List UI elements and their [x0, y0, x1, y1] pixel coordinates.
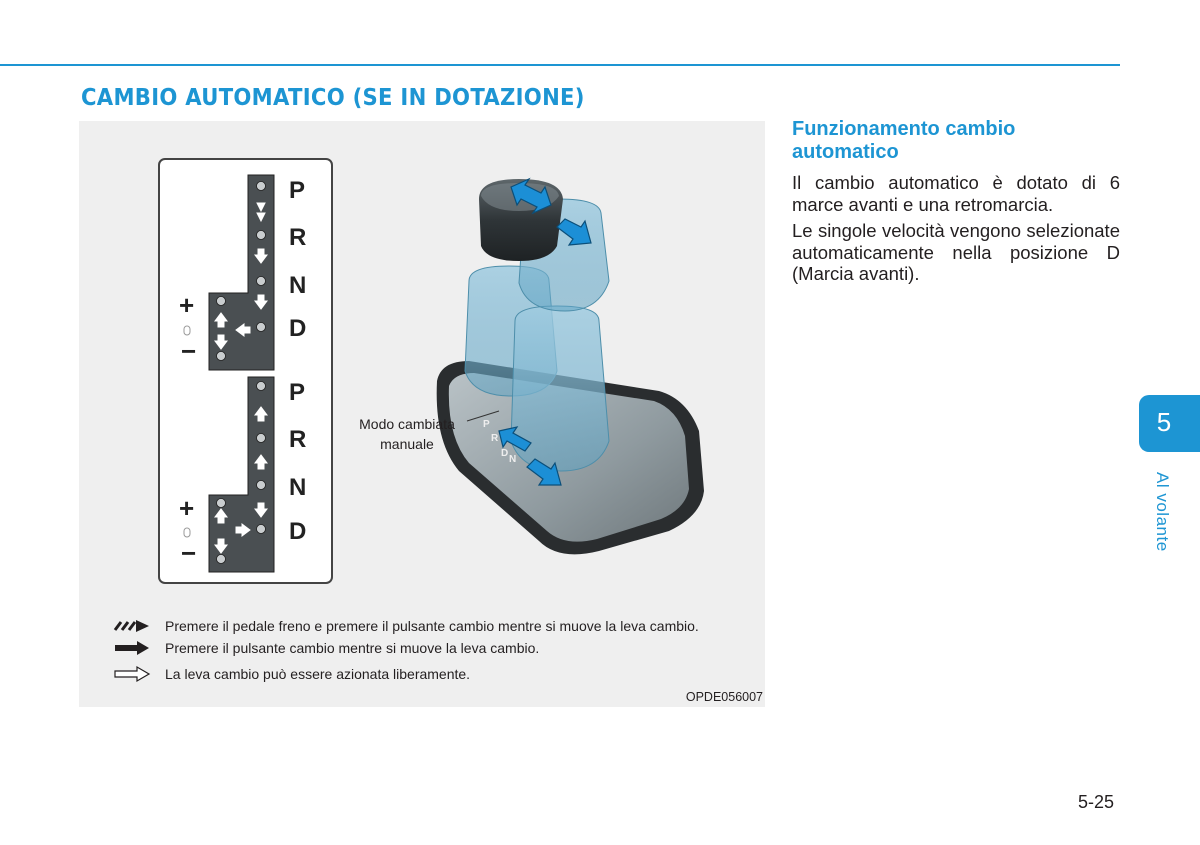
solid-arrow-icon: [113, 638, 153, 658]
top-rule: [0, 64, 1120, 66]
minus-sign: −: [181, 538, 197, 568]
legend-row: [113, 664, 763, 686]
chapter-tab: [1139, 395, 1200, 452]
gate-letter-r: R: [289, 224, 307, 251]
gate-letter-d: D: [289, 518, 307, 545]
shift-lever-figure: [79, 121, 765, 707]
callout-line1: Modo cambiata: [359, 416, 455, 432]
gate-letter-d: D: [289, 315, 307, 342]
page-number: 5-25: [1078, 792, 1115, 812]
section-title: CAMBIO AUTOMATICO (SE IN DOTAZIONE): [81, 85, 585, 111]
figure-code: OPDE056007: [685, 690, 763, 704]
gate-letter-r: R: [289, 426, 307, 453]
outline-arrow-icon: [113, 664, 153, 684]
manual-mode-callout: [347, 414, 467, 454]
legend-text: Premere il pulsante cambio mentre si muove la leva cambio.: [165, 640, 540, 656]
legend-text: La leva cambio può essere azionata liberamente.: [165, 666, 471, 682]
subheading: Funzionamento cambio automatico: [792, 118, 1016, 163]
gate-letter-p: P: [289, 379, 306, 406]
chapter-number: 5: [1156, 407, 1172, 437]
legend-row: [113, 616, 763, 638]
gate-letter-p: P: [289, 177, 306, 204]
paragraph: Le singole velocità vengono selezionate automaticamente nella posizione D (Marcia avanti).: [792, 220, 1120, 284]
minus-sign: −: [181, 336, 197, 366]
svg-text:D: D: [501, 448, 509, 459]
svg-text:P: P: [483, 419, 490, 430]
callout-line2: manuale: [380, 436, 434, 452]
gate-letter-n: N: [289, 272, 307, 299]
plus-sign: +: [179, 290, 195, 320]
plus-sign: +: [179, 493, 195, 523]
legend-text: Premere il pedale freno e premere il pulsante cambio mentre si muove la leva cambio.: [165, 618, 699, 634]
gate-letter-n: N: [289, 474, 307, 501]
chapter-label: Al volante: [1153, 472, 1172, 552]
striped-arrow-icon: [113, 616, 153, 636]
svg-text:N: N: [509, 454, 517, 465]
svg-text:R: R: [491, 433, 499, 444]
legend-row: [113, 638, 763, 660]
paragraph: Il cambio automatico è dotato di 6 marce avanti e una retromarcia.: [792, 172, 1120, 215]
